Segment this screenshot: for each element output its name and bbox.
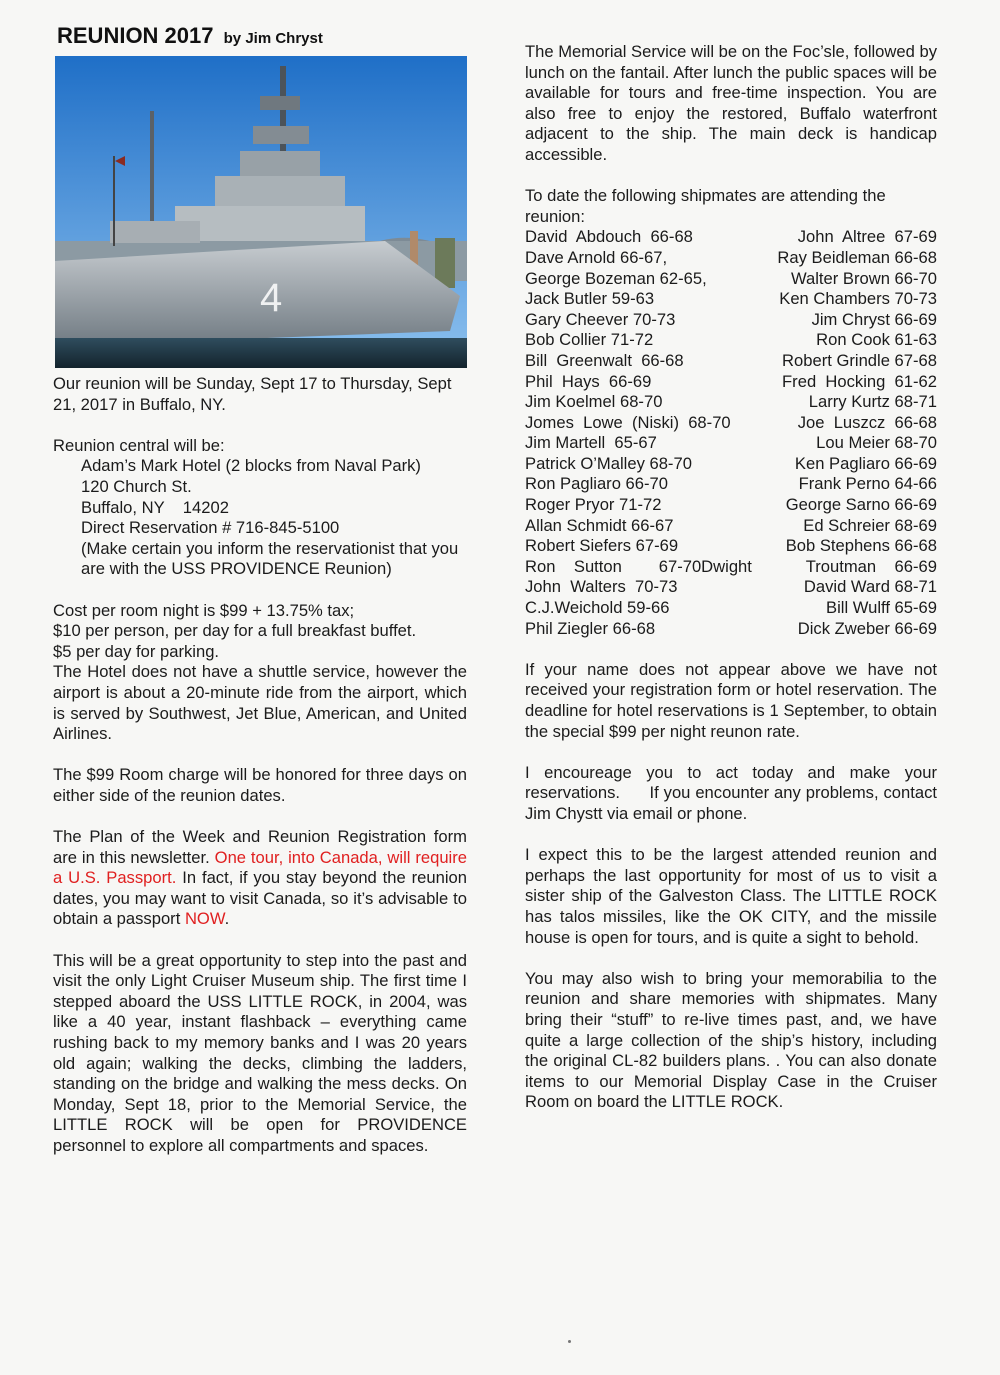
shuttle-note: The Hotel does not have a shuttle service, however the airport is about a 20-minute ride from the airport, which is served by Southwest, Jet Blue, American, and United Airlines. — [53, 662, 467, 744]
roster-row — [525, 454, 937, 475]
attendee-right: Walter Brown 66-70 — [790, 268, 937, 288]
attendee-left: Gary Cheever 70-73 — [525, 309, 676, 329]
plan-text-end: . — [224, 909, 230, 929]
attendee-left: George Bozeman 62-65, — [525, 268, 707, 288]
attendee-right: Lou Meier 68-70 — [816, 433, 937, 453]
attendee-left: Jim Koelmel 68-70 — [525, 392, 663, 412]
not-appear-text: If your name does not appear above we have not received your registration form or hotel reservation. The deadline for hotel reservations is 1 September, to obtain the special $99 per night reunon rate. — [525, 659, 937, 741]
hotel-street: 120 Church St. — [81, 476, 192, 496]
reunion-central-block — [53, 436, 467, 580]
attendee-right: Troutman 66-69 — [805, 556, 937, 576]
roster-row — [525, 536, 937, 557]
right-column — [525, 42, 942, 1133]
roster-row — [525, 269, 937, 290]
scan-speck — [568, 1340, 571, 1343]
attendee-left: Jim Martell 65-67 — [525, 433, 657, 453]
attendee-right: Ed Schreier 68-69 — [803, 515, 937, 535]
attendee-right: Ron Cook 61-63 — [816, 330, 937, 350]
roster-row — [525, 248, 937, 269]
attendee-right: Robert Grindle 67-68 — [782, 350, 937, 370]
article-title — [57, 22, 467, 53]
now-emphasis: NOW — [184, 909, 225, 929]
title-text: REUNION 2017 — [57, 23, 214, 48]
attendee-left: John Walters 70-73 — [525, 577, 678, 597]
attendee-right: David Ward 68-71 — [803, 577, 937, 597]
attendee-left: Dave Arnold 66-67, — [525, 247, 668, 267]
attendee-left: Bob Collier 71-72 — [525, 330, 654, 350]
memorial-text: The Memorial Service will be on the Foc’sle, followed by lunch on the fantail. After lunch the public spaces will be available for tours and free-time inspection. You are also free to enjoy the restored, Buffalo waterfront adjacent to the ship. The main deck is handicap accessible. — [525, 42, 937, 164]
byline: by Jim Chryst — [223, 30, 323, 47]
hotel-name: Adam’s Mark Hotel (2 blocks from Naval Park) — [81, 456, 421, 476]
roster-row — [525, 289, 937, 310]
plan-text-a: The Plan of the Week and Reunion Registration form are in this newsletter. — [53, 827, 467, 867]
attendee-right: George Sarno 66-69 — [785, 495, 937, 515]
attendee-left: Ron Pagliaro 66-70 — [525, 474, 668, 494]
cost-room: Cost per room night is $99 + 13.75% tax; — [53, 600, 355, 620]
attendee-right: Fred Hocking 61-62 — [782, 371, 937, 391]
attending-intro: To date the following shipmates are attending the reunion: — [525, 186, 886, 226]
encourage-text: I encoureage you to act today and make your reservations. If you encounter any problems, contact Jim Chystt via email or phone. — [525, 762, 942, 823]
hull-number: 4 — [260, 276, 283, 320]
roster-row — [525, 227, 937, 248]
attendee-right: Frank Perno 64-66 — [798, 474, 937, 494]
roster-row — [525, 351, 937, 372]
attendee-left: Robert Siefers 67-69 — [525, 536, 679, 556]
roster-row — [525, 330, 937, 351]
reunion-central-label: Reunion central will be: — [53, 435, 225, 455]
attendee-left: Allan Schmidt 66-67 — [525, 515, 674, 535]
attendee-left: Phil Ziegler 66-68 — [525, 618, 656, 638]
left-column — [53, 22, 467, 1177]
roster-row — [525, 619, 937, 640]
attendee-left: Ron Sutton 67-70Dwight — [525, 556, 752, 576]
attendee-right: Ray Beidleman 66-68 — [777, 247, 937, 267]
intro-text: Our reunion will be Sunday, Sept 17 to Thursday, Sept 21, 2017 in Buffalo, NY. — [53, 374, 452, 414]
attendee-left: David Abdouch 66-68 — [525, 227, 693, 247]
roster-row — [525, 557, 937, 578]
plan-text-b: In fact, if you stay beyond the reunion dates, you may want to visit Canada, so it’s advisable to obtain a passport — [53, 868, 467, 929]
attendee-left: Patrick O’Malley 68-70 — [525, 453, 692, 473]
attendee-right: John Altree 67-69 — [797, 227, 937, 247]
roster-row — [525, 413, 937, 434]
expect-text: I expect this to be the largest attended reunion and perhaps the last opportunity for most of us to visit a sister ship of the Galveston Class. The LITTLE ROCK has talos missiles, like the OK CITY, and the missile house is open for tours, and is quite a sight to behold. — [525, 845, 937, 947]
attendee-right: Jim Chryst 66-69 — [811, 309, 937, 329]
roster-row — [525, 598, 937, 619]
attendee-right: Bob Stephens 66-68 — [785, 536, 937, 556]
roster-row — [525, 372, 937, 393]
roster-row — [525, 495, 937, 516]
ship-photo — [55, 56, 467, 368]
memorabilia-text: You may also wish to bring your memorabilia to the reunion and share memories with shipmates. Many bring their “stuff” to re-live times past, and, we have quite a large collection of the ship’s history, including the original CL-82 builders plans. . You can also donate items to our Memorial Display Case in the Cruiser Room on board the LITTLE ROCK. — [525, 968, 937, 1112]
hotel-city: Buffalo, NY 14202 — [81, 497, 229, 517]
attendee-left: Bill Greenwalt 66-68 — [525, 350, 684, 370]
attendee-left: Jomes Lowe (Niski) 68-70 — [525, 412, 731, 432]
cost-parking: $5 per day for parking. — [53, 641, 220, 661]
attendee-right: Ken Pagliaro 66-69 — [794, 453, 937, 473]
attendee-left: Roger Pryor 71-72 — [525, 495, 662, 515]
plan-paragraph — [53, 827, 467, 930]
attendee-right: Bill Wulff 65-69 — [826, 598, 937, 618]
passport-warning: One tour, into Canada, will require a U.S. Passport. — [53, 847, 467, 888]
attendee-left: Phil Hays 66-69 — [525, 371, 652, 391]
roster-row — [525, 433, 937, 454]
attendee-right: Ken Chambers 70-73 — [779, 289, 937, 309]
cost-block — [53, 601, 467, 745]
roster-row — [525, 516, 937, 537]
hotel-phone: Direct Reservation # 716-845-5100 — [81, 518, 340, 538]
roster-row — [525, 310, 937, 331]
roster-row — [525, 474, 937, 495]
hotel-note: (Make certain you inform the reservationist that you are with the USS PROVIDENCE Reunion) — [81, 538, 459, 579]
roster-row — [525, 577, 937, 598]
roster-row — [525, 392, 937, 413]
room-charge-text: The $99 Room charge will be honored for three days on either side of the reunion dates. — [53, 765, 467, 805]
attendee-right: Joe Luszcz 66-68 — [797, 412, 937, 432]
attendee-left: C.J.Weichold 59-66 — [525, 598, 670, 618]
attendee-right: Larry Kurtz 68-71 — [808, 392, 937, 412]
attendee-roster — [525, 227, 937, 639]
attendee-left: Jack Butler 59-63 — [525, 289, 655, 309]
attendee-right: Dick Zweber 66-69 — [797, 618, 937, 638]
opportunity-text: This will be a great opportunity to step into the past and visit the only Light Cruiser Museum ship. The first time I stepped aboard the USS LITTLE ROCK, in 2004, was like a 40 year, instant flashback – everything came rushing back to my memory banks and I was 20 years old again; walking the decks, climbing the ladders, standing on the bridge and walking the mess decks. On Monday, Sept 18, prior to the Memorial Service, the LITTLE ROCK will be open for PROVIDENCE personnel to explore all compartments and spaces. — [53, 950, 467, 1155]
cost-breakfast: $10 per person, per day for a full breakfast buffet. — [53, 621, 417, 641]
